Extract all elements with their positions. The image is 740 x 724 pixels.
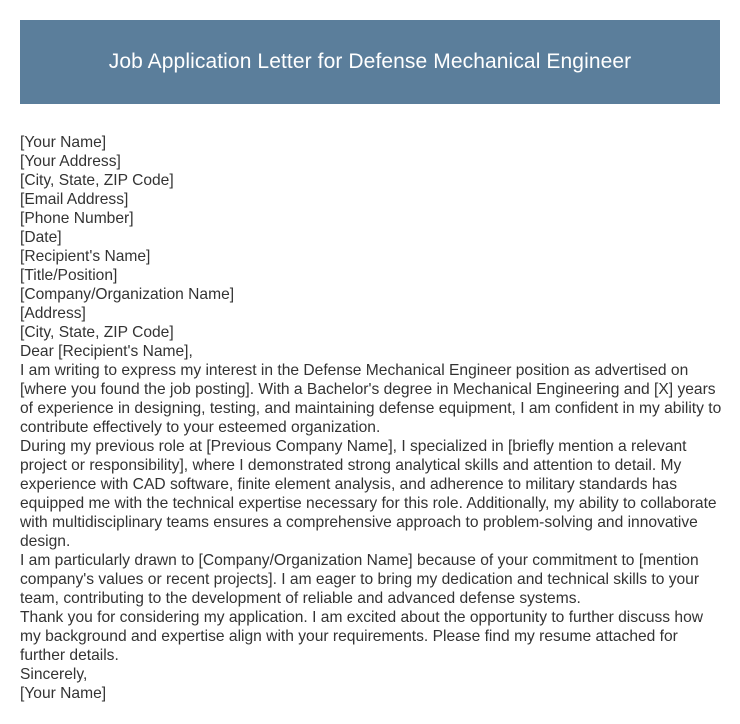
sender-email: [Email Address] — [20, 191, 129, 208]
recipient-company: [Company/Organization Name] — [20, 286, 235, 303]
recipient-city-state-zip: [City, State, ZIP Code] — [20, 324, 174, 341]
letter-body — [20, 133, 722, 703]
paragraph-intro: I am writing to express my interest in the Defense Mechanical Engineer position as advertised on [where you found the job posting]. With a Bachelor's degree in Mechanical Engineering and [X] years of experience in designing, testing, and maintaining defense equipment, I am confident in my ability to contribute effectively to your esteemed organization. — [20, 362, 722, 436]
page-header — [20, 20, 720, 104]
sender-address: [Your Address] — [20, 153, 121, 170]
recipient-block — [20, 247, 722, 342]
paragraph-closing: Thank you for considering my application. I am excited about the opportunity to further discuss how my background and expertise align with your requirements. Please find my resume attached for further details. — [20, 609, 704, 664]
page-title: Job Application Letter for Defense Mechanical Engineer — [108, 50, 632, 73]
letter-date: [Date] — [20, 229, 62, 246]
paragraph-motivation: I am particularly drawn to [Company/Organization Name] because of your commitment to [mention company's values or recent projects]. I am eager to bring my dedication and technical skills to your team, contributing to the development of reliable and advanced defense systems. — [20, 552, 700, 607]
sender-city-state-zip: [City, State, ZIP Code] — [20, 172, 174, 189]
recipient-title: [Title/Position] — [20, 267, 118, 284]
closing: Sincerely, — [20, 666, 88, 683]
signature: [Your Name] — [20, 685, 107, 702]
salutation: Dear [Recipient's Name], — [20, 343, 193, 360]
sender-name: [Your Name] — [20, 134, 107, 151]
sender-phone: [Phone Number] — [20, 210, 134, 227]
recipient-address: [Address] — [20, 305, 86, 322]
paragraph-experience: During my previous role at [Previous Company Name], I specialized in [briefly mention a relevant project or responsibility], where I demonstrated strong analytical skills and attention to detail. My experience with CAD software, finite element analysis, and adherence to military standards has equipped me with the technical expertise necessary for this role. Additionally, my ability to collaborate with multidisciplinary teams ensures a comprehensive approach to problem-solving and innovative design. — [20, 438, 717, 550]
recipient-name: [Recipient's Name] — [20, 248, 151, 265]
sender-block — [20, 133, 722, 247]
